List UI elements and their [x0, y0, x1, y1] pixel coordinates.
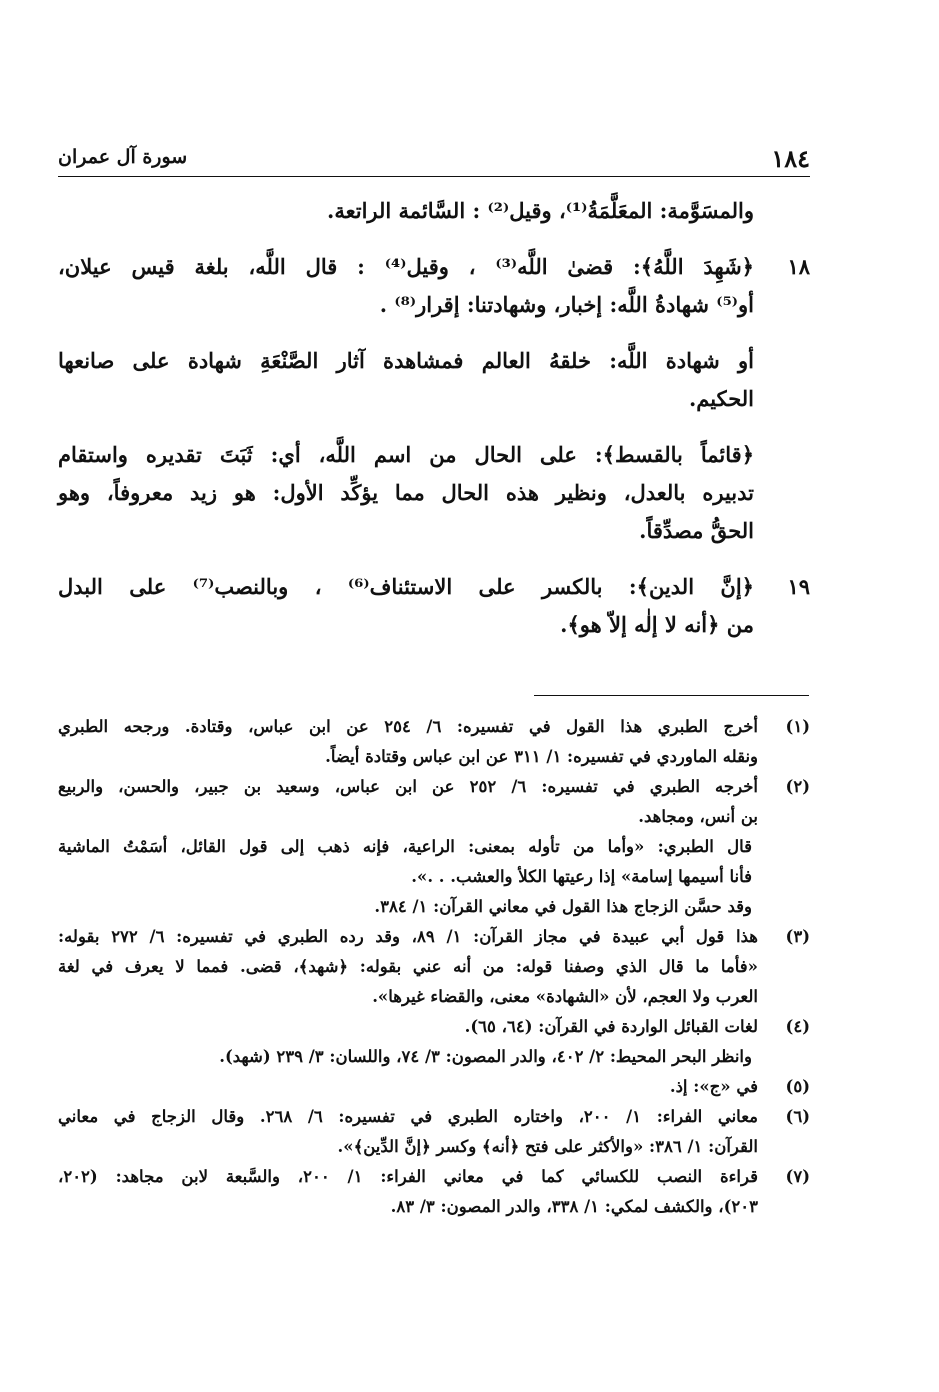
- footnote-line: لغات القبائل الواردة في القرآن: (٦٤، ٦٥).: [464, 1017, 758, 1036]
- footnote: [58, 1072, 810, 1102]
- text-line: ﴿شَهِدَ اللَّهُ﴾: قضىٰ اللَّه⁽³⁾ ، وقيل⁽⁴⁾ : قال اللَّه، بلغة قيس عيلان،: [58, 254, 754, 279]
- page-number: ١٨٤: [771, 144, 810, 173]
- footnote-number: (٢): [785, 777, 810, 796]
- footnote-continuation: [58, 892, 810, 922]
- footnote-line: ٢٠٣)، والكشف لمكي: ١/ ٣٣٨، والدر المصون: ٣/ ٨٣.: [390, 1197, 758, 1216]
- footnote-line: هذا قول أبي عبيدة في مجاز القرآن: ١/ ٨٩، وقد رده الطبري في تفسيره: ٦/ ٢٧٢ بقوله:: [58, 927, 758, 946]
- footnote-divider: [534, 695, 809, 696]
- footnote-number: (١): [785, 717, 810, 736]
- paragraph-intro: [58, 192, 810, 230]
- footnote: [58, 1012, 810, 1042]
- running-title: سورة آل عمران: [58, 146, 188, 168]
- text-line: ﴿قائماً بالقسط﴾: على الحال من اسم اللَّه، أي: ثَبَتَ تقديره واستقام: [58, 442, 754, 467]
- paragraph-qaiman: [58, 436, 810, 550]
- verse-number: ١٨: [787, 254, 810, 279]
- footnotes: [58, 712, 810, 1222]
- text-line: من ﴿أنه لا إلٰه إلاّ هو﴾.: [560, 612, 754, 637]
- footnote-line: معاني الفراء: ١/ ٢٠٠، واختاره الطبري في تفسيره: ٦/ ٢٦٨. وقال الزجاج في معاني: [58, 1107, 758, 1126]
- footnote: [58, 772, 810, 832]
- footnote-continuation: [58, 1042, 810, 1072]
- footnote-line: قراءة النصب للكسائي كما في معاني الفراء: ١/ ٢٠٠، والسَّبعة لابن مجاهد: (٢٠٢،: [58, 1167, 758, 1186]
- footnote-line: أخرجه الطبري في تفسيره: ٦/ ٢٥٢ عن ابن عباس، وسعيد بن جبير، والحسن، والربيع: [58, 777, 758, 796]
- footnote-line: القرآن: ١/ ٣٨٦: «والأكثر على فتح ﴿أنه﴾ وكسر ﴿إنَّ الدِّين﴾».: [337, 1137, 758, 1156]
- footnote-number: (٦): [785, 1107, 810, 1126]
- text-line: الحقُّ مصدِّقاً.: [639, 518, 754, 543]
- main-text: [58, 192, 810, 644]
- text-line: أو شهادة اللَّه: خلقهُ العالم فمشاهدة آثار الصَّنْعَةِ شهادة على صانعها: [58, 348, 754, 373]
- text-line: ﴿إنَّ الدين﴾: بالكسر على الاستئناف⁽⁶⁾ ، وبالنصب⁽⁷⁾ على البدل: [58, 574, 754, 599]
- footnote-continuation: [58, 832, 810, 892]
- paragraph-verse-18-cont: [58, 342, 810, 418]
- page-header: [58, 140, 810, 177]
- footnote-number: (٣): [785, 927, 810, 946]
- footnote-line: فأنا أسيمها إسامة» إذا رعيتها الكلأ والعشب. . .».: [411, 867, 752, 886]
- footnote-line: قال الطبري: «وأما من تأوله بمعنى: الراعية، فإنه ذهب إلى قول القائل، أسَمْتُ الماشية: [58, 837, 752, 856]
- text-line: الحكيم.: [688, 386, 754, 411]
- footnote-line: وقد حسَّن الزجاج هذا القول في معاني القرآن: ١/ ٣٨٤.: [374, 897, 752, 916]
- text-line: والمسَوَّمة: المعَلَّمَةُ⁽¹⁾، وقيل⁽²⁾ : السَّائمة الراتعة.: [327, 198, 754, 223]
- verse-number: ١٩: [787, 574, 810, 599]
- footnote-number: (٥): [785, 1077, 810, 1096]
- footnote: [58, 712, 810, 772]
- paragraph-verse-19: [58, 568, 810, 644]
- footnote-number: (٧): [785, 1167, 810, 1186]
- footnote: [58, 922, 810, 1012]
- footnote-line: «فأما ما قال الذي وصفنا قوله: من أنه عني بقوله: ﴿شهد﴾، قضى. فمما لا يعرف في لغة: [58, 957, 758, 976]
- footnote: [58, 1102, 810, 1162]
- paragraph-verse-18: [58, 248, 810, 324]
- footnote-line: في «ج»: إذ.: [669, 1077, 758, 1096]
- footnote-line: بن أنس، ومجاهد.: [638, 807, 758, 826]
- text-line: أو⁽⁵⁾ شهادةُ اللَّه: إخبار، وشهادتنا: إقرار⁽⁸⁾ .: [379, 292, 754, 317]
- footnote-number: (٤): [785, 1017, 810, 1036]
- footnote-line: العرب ولا العجم، لأن «الشهادة» معنى، والقضاء غيرها».: [372, 987, 758, 1006]
- footnote-line: أخرج الطبري هذا القول في تفسيره: ٦/ ٢٥٤ عن ابن عباس، وقتادة. ورجحه الطبري: [58, 717, 758, 736]
- text-line: تدبيره بالعدل، ونظير هذه الحال مما يؤكِّد الأول: هو زيد معروفاً، وهو: [58, 480, 754, 505]
- footnote-line: ونقله الماوردي في تفسيره: ١/ ٣١١ عن ابن عباس وقتادة أيضاً.: [325, 747, 758, 766]
- footnote-line: وانظر البحر المحيط: ٢/ ٤٠٢، والدر المصون: ٣/ ٧٤، واللسان: ٣/ ٢٣٩ (شهد).: [219, 1047, 752, 1066]
- footnote: [58, 1162, 810, 1222]
